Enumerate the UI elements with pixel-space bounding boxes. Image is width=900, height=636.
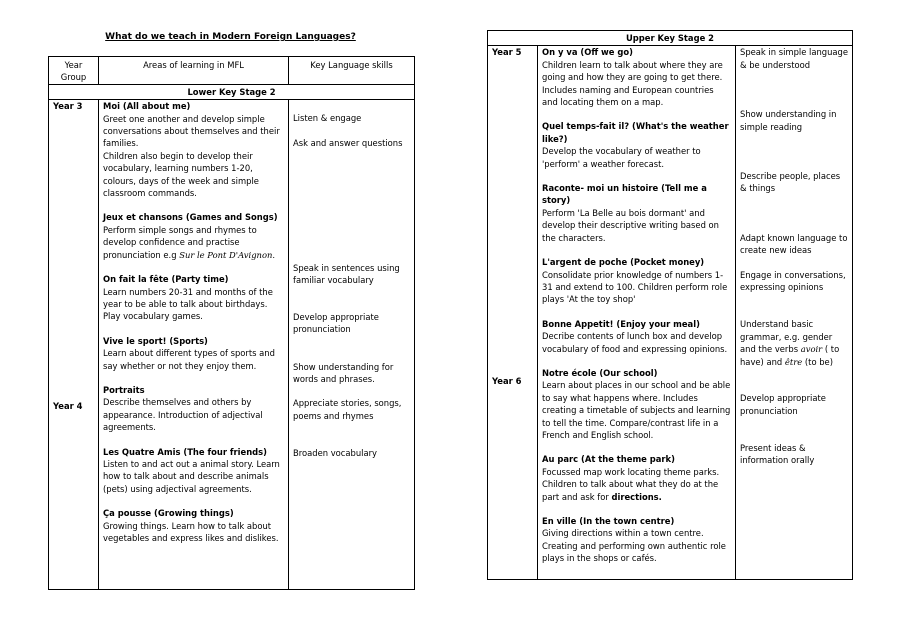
year-column: [488, 46, 538, 580]
verb-etre: être: [784, 356, 803, 367]
unit-moi: [103, 100, 284, 199]
skill-item: Broaden vocabulary: [293, 448, 377, 459]
header-areas-of-learning: Areas of learning in MFL: [99, 57, 289, 85]
skill-item: Speak in sentences using familiar vocabulary: [293, 263, 400, 286]
unit-text: Giving directions within a town centre. Creating and performing own authentic role plays in the shops or cafés.: [542, 528, 726, 564]
unit-text: Perform 'La Belle au bois dormant' and develop their descriptive writing based on the characters.: [542, 207, 719, 243]
unit-title: Portraits: [103, 384, 145, 395]
unit-text-plain: Perform simple songs and rhymes to develop confidence and practise pronunciation e.g: [103, 224, 257, 260]
unit-argent-de-poche: [542, 256, 731, 306]
unit-les-quatre-amis: [103, 446, 284, 496]
unit-title: On y va (Off we go): [542, 47, 633, 58]
unit-bonne-appetit: [542, 318, 731, 355]
unit-title: Raconte- moi un histoire (Tell me a story): [542, 183, 707, 206]
stage-label: Upper Key Stage 2: [488, 31, 853, 46]
page-title: What do we teach in Modern Foreign Languages?: [105, 32, 356, 42]
unit-text: Consolidate prior knowledge of numbers 1-31 and extend to 100. Children perform role plays 'At the toy shop': [542, 269, 728, 305]
skill-item: Engage in conversations, expressing opinions: [740, 269, 846, 293]
skill-item: Present ideas & information orally: [740, 442, 815, 466]
unit-text: [103, 224, 284, 261]
unit-portraits: [103, 384, 284, 434]
unit-title: Les Quatre Amis (The four friends): [103, 446, 267, 457]
unit-en-ville: [542, 515, 731, 565]
unit-title: L'argent de poche (Pocket money): [542, 257, 705, 268]
skill-text: (to be): [804, 356, 833, 367]
stage-row: [49, 84, 415, 99]
unit-title: Quel temps-fait il? (What's the weather like?): [542, 121, 729, 144]
content-row: [488, 46, 853, 580]
unit-title: Jeux et chansons (Games and Songs): [103, 212, 278, 223]
unit-quel-temps: [542, 120, 731, 170]
skill-item: [740, 318, 848, 368]
skill-item: Develop appropriate pronunciation: [293, 311, 379, 335]
areas-column: [538, 46, 736, 580]
upper-ks2-table: [487, 30, 853, 580]
skill-item: Ask and answer questions: [293, 137, 403, 148]
content-row: [49, 100, 415, 590]
unit-title: Au parc (At the theme park): [542, 454, 675, 465]
unit-text: Describe themselves and others by appearance. Introduction of adjectival agreements.: [103, 397, 263, 433]
year-4-label: Year 4: [53, 400, 83, 411]
areas-column: [99, 100, 289, 590]
unit-notre-ecole: [542, 367, 731, 441]
unit-text: [542, 466, 731, 503]
unit-au-parc: [542, 453, 731, 503]
unit-jeux-et-chansons: [103, 211, 284, 261]
skill-item: Develop appropriate pronunciation: [740, 393, 826, 416]
year-6-label: Year 6: [492, 375, 522, 386]
unit-vive-le-sport: [103, 335, 284, 372]
lower-ks2-table: [48, 56, 415, 590]
unit-title: Bonne Appetit! (Enjoy your meal): [542, 318, 700, 329]
unit-text: Listen to and act out a animal story. Learn how to talk about and describe animals (pets) using adjectival agreements.: [103, 458, 280, 494]
skill-item: Describe people, places & things: [740, 171, 841, 194]
unit-text: Decribe contents of lunch box and develop vocabulary of food and expressing opinions.: [542, 331, 728, 354]
table-header-row: [49, 57, 415, 85]
unit-ca-pousse: [103, 507, 284, 544]
unit-text: Develop the vocabulary of weather to 'perform' a weather forecast.: [542, 146, 701, 169]
skills-column: [289, 100, 415, 590]
unit-title: Moi (All about me): [103, 101, 191, 112]
unit-text: Growing things. Learn how to talk about vegetables and express likes and dislikes.: [103, 520, 279, 543]
year-column: [49, 100, 99, 590]
year-5-label: Year 5: [492, 47, 522, 58]
stage-label: Lower Key Stage 2: [49, 84, 415, 99]
unit-on-y-va: [542, 46, 731, 108]
unit-text: Greet one another and develop simple conversations about themselves and their families.: [103, 113, 280, 149]
unit-title: Ça pousse (Growing things): [103, 508, 234, 519]
unit-title: Vive le sport! (Sports): [103, 335, 208, 346]
header-year-group: Year Group: [49, 57, 99, 85]
unit-raconte-moi: [542, 182, 731, 244]
unit-title: On fait la fête (Party time): [103, 274, 229, 285]
skill-item: Adapt known language to create new ideas: [740, 232, 848, 256]
skills-column: [736, 46, 853, 580]
stage-row: [488, 31, 853, 46]
unit-text-plain: Focussed map work locating theme parks. Children to talk about what they do at the part and ask for: [542, 466, 720, 502]
skill-item: Show understanding for words and phrases.: [293, 361, 394, 385]
song-title: Sur le Pont D'Avignon.: [179, 249, 276, 260]
unit-text: Children also begin to develop their vocabulary, learning numbers 1-20, colours, days of the week and simple classroom commands.: [103, 150, 259, 199]
skill-item: Show understanding in simple reading: [740, 109, 837, 132]
skill-text: Understand basic grammar, e.g. gender and the verbs: [740, 319, 833, 355]
skill-item: Appreciate stories, songs, poems and rhymes: [293, 398, 402, 421]
unit-text: Learn about places in our school and be able to say what happens where. Includes creating a timetable of subjects and learning to tell the time. Compare/contrast life in a French and English school.: [542, 380, 731, 440]
unit-text: Learn about different types of sports and say whether or not they enjoy them.: [103, 348, 275, 371]
header-key-skills: Key Language skills: [289, 57, 415, 85]
unit-text: Children learn to talk about where they are going and how they are going to get there. Includes naming and European countries and locating them on a map.: [542, 59, 723, 108]
year-3-label: Year 3: [53, 101, 83, 112]
unit-text-bold: directions.: [611, 491, 662, 502]
skill-item: Speak in simple language & be understood: [740, 47, 849, 70]
unit-on-fait-la-fete: [103, 273, 284, 323]
skill-item: Listen & engage: [293, 113, 362, 124]
unit-text: Learn numbers 20-31 and months of the year to be able to talk about birthdays. Play vocabulary games.: [103, 286, 273, 322]
unit-title: En ville (In the town centre): [542, 516, 675, 526]
unit-title: Notre école (Our school): [542, 367, 658, 378]
skill-text: ( to have) and: [740, 344, 840, 367]
verb-avoir: avoir: [800, 344, 823, 355]
